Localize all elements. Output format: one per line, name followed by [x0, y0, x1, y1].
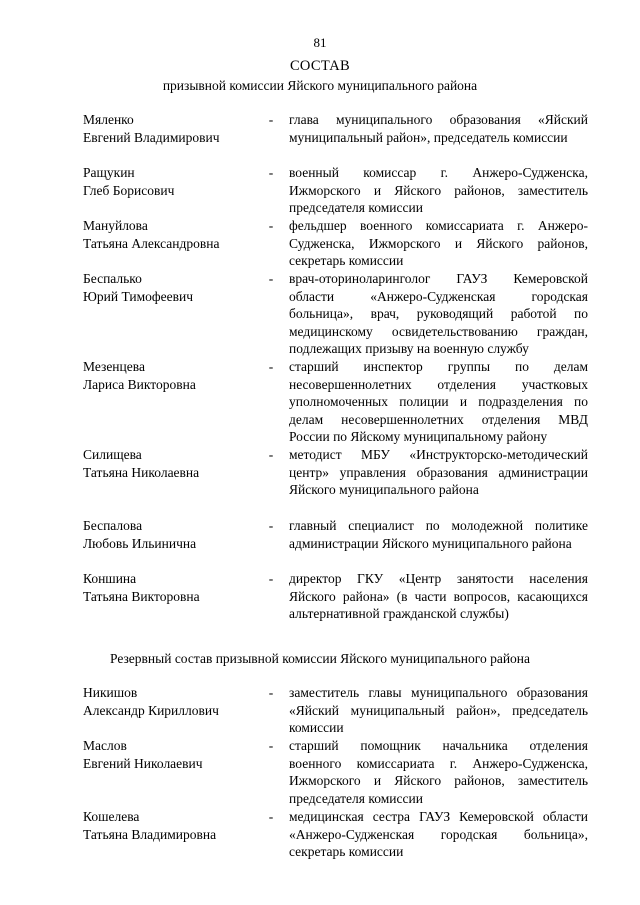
member-first-names: Татьяна Владимировна — [83, 826, 217, 842]
member-dash: - — [268, 218, 274, 233]
member-first-names: Евгений Николаевич — [83, 755, 203, 771]
member-entry — [0, 111, 640, 164]
member-first-names: Евгений Владимирович — [83, 129, 220, 145]
member-role: медицинская сестра ГАУЗ Кемеровской области «Анжеро-Судженская городская больница», секретарь комиссии — [289, 809, 588, 860]
member-last-name: Мяленко — [83, 112, 134, 127]
member-first-names: Александр Кириллович — [83, 702, 219, 718]
member-role: методист МБУ «Инструкторско-методический центр» управления образования администрации Яйского муниципального района — [289, 447, 588, 498]
member-role: заместитель главы муниципального образования «Яйский муниципальный район», председатель комиссии — [289, 685, 588, 736]
member-first-names: Татьяна Николаевна — [83, 464, 200, 480]
member-role: военный комиссар г. Анжеро-Судженска, Ижморского и Яйского районов, заместитель председателя комиссии — [289, 165, 588, 216]
member-name — [83, 111, 263, 146]
member-name — [83, 358, 263, 393]
reserve-members-list — [0, 684, 640, 861]
member-last-name: Кошелева — [83, 809, 140, 824]
member-entry — [0, 358, 640, 446]
member-name — [83, 164, 263, 199]
member-role: главный специалист по молодежной политике администрации Яйского муниципального района — [289, 518, 588, 551]
member-last-name: Мезенцева — [83, 359, 145, 374]
member-entry — [0, 684, 640, 737]
member-entry — [0, 270, 640, 358]
member-last-name: Мануйлова — [83, 218, 148, 233]
member-entry — [0, 570, 640, 641]
member-entry — [0, 517, 640, 570]
member-name — [83, 570, 263, 605]
page-number: 81 — [313, 35, 327, 50]
member-role: директор ГКУ «Центр занятости населения Яйского района» (в части вопросов, касающихся альтернативной гражданской службы) — [289, 571, 588, 622]
member-dash: - — [268, 809, 274, 824]
member-last-name: Никишов — [83, 685, 138, 700]
member-role: глава муниципального образования «Яйский муниципальный район», председатель комиссии — [289, 112, 588, 145]
member-dash: - — [268, 165, 274, 180]
member-last-name: Беспалько — [83, 271, 142, 286]
member-entry — [0, 217, 640, 270]
member-name — [83, 517, 263, 552]
main-members-list — [0, 111, 640, 641]
member-name — [83, 808, 263, 843]
member-entry — [0, 446, 640, 517]
document-title: СОСТАВ — [289, 58, 351, 74]
member-dash: - — [268, 685, 274, 700]
member-name — [83, 270, 263, 305]
member-last-name: Силищева — [83, 447, 142, 462]
member-name — [83, 217, 263, 252]
member-dash: - — [268, 571, 274, 586]
reserve-heading: Резервный состав призывной комиссии Яйского муниципального района — [109, 651, 531, 666]
member-first-names: Лариса Викторовна — [83, 376, 196, 392]
member-entry — [0, 164, 640, 217]
member-last-name: Коншина — [83, 571, 137, 586]
member-first-names: Татьяна Александровна — [83, 235, 220, 251]
member-role: старший инспектор группы по делам несовершеннолетних отделения участковых уполномоченных полиции и подразделения по делам несовершеннолетних отделения МВД России по Яйскому муниципальному району — [289, 359, 588, 445]
document-subtitle: призывной комиссии Яйского муниципального района — [162, 78, 478, 93]
member-dash: - — [268, 271, 274, 286]
member-last-name: Ращукин — [83, 165, 135, 180]
member-role: врач-оториноларинголог ГАУЗ Кемеровской области «Анжеро-Судженская городская больница», врач, руководящий работой по медицинскому освидетельствованию граждан, подлежащих призыву на военную службу — [289, 271, 588, 357]
member-role: фельдшер военного комиссариата г. Анжеро-Судженска, Ижморского и Яйского районов, секретарь комиссии — [289, 218, 588, 269]
member-dash: - — [268, 112, 274, 127]
member-last-name: Маслов — [83, 738, 127, 753]
member-dash: - — [268, 359, 274, 374]
member-name — [83, 446, 263, 481]
member-entry — [0, 808, 640, 861]
member-first-names: Любовь Ильинична — [83, 535, 197, 551]
member-first-names: Юрий Тимофеевич — [83, 288, 193, 304]
member-name — [83, 684, 263, 719]
member-last-name: Беспалова — [83, 518, 143, 533]
member-dash: - — [268, 518, 274, 533]
member-name — [83, 737, 263, 772]
member-entry — [0, 737, 640, 808]
member-first-names: Татьяна Викторовна — [83, 588, 200, 604]
member-dash: - — [268, 738, 274, 753]
member-role: старший помощник начальника отделения военного комиссариата г. Анжеро-Судженска, Ижморского и Яйского районов, заместитель председателя комиссии — [289, 738, 588, 806]
member-dash: - — [268, 447, 274, 462]
member-first-names: Глеб Борисович — [83, 182, 175, 198]
